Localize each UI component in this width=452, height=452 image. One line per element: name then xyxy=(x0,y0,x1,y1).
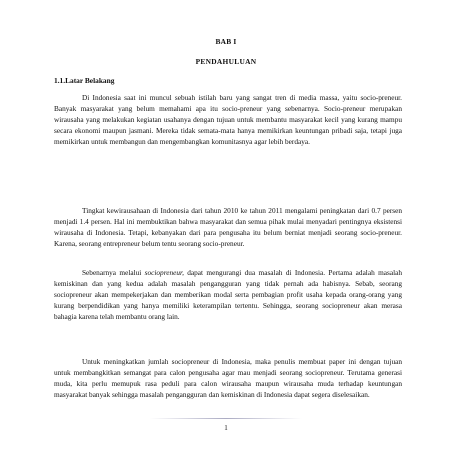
paragraph-1 xyxy=(54,93,402,148)
paragraph-text: Sebenarnya melalui xyxy=(82,268,145,277)
page-number: 1 xyxy=(224,424,228,432)
italic-term: sociopreneur, xyxy=(144,268,184,277)
paragraph-text: Tingkat kewirausahaan di Indonesia dari tahun 2010 ke tahun 2011 mengalami peningkatan dari 0.7 persen menjadi 1.4 persen. Hal ini membuktikan bahwa masyarakat dan semua pihak mulai menyadari pentingnya eksistensi wirausaha di Indonesia. Tetapi, kebanyakan dari para pengusaha itu belum berniat menjadi seorang socio-preneur. Karena, seorang entrepreneur belum tentu seorang socio-preneur. xyxy=(54,206,402,248)
section-heading: 1.1.Latar Belakang xyxy=(54,76,115,85)
paragraph-text: Di Indonesia saat ini muncul sebuah istilah baru yang sangat tren di media massa, yaitu socio-preneur. Banyak masyarakat yang belum memahami apa itu socio-preneur yang sebenarnya. Socio-preneur merupakan wirausaha yang melakukan kegiatan usahanya dengan tujuan untuk membantu masyarakat kecil yang kurang mampu secara ekonomi maupun jasmani. Mereka tidak semata-mata hanya memikirkan keuntungan pribadi saja, tetapi juga memikirkan untuk membangun dan mengembangkan komunitasnya agar lebih berdaya. xyxy=(54,93,402,146)
footer-divider xyxy=(150,418,302,419)
chapter-label: BAB I xyxy=(215,37,237,46)
chapter-title: PENDAHULUAN xyxy=(195,57,257,66)
paragraph-3 xyxy=(54,268,402,323)
paragraph-2 xyxy=(54,206,402,250)
paragraph-text-continued: dapat mengurangi dua masalah di Indonesia. Pertama adalah masalah kemiskinan dan yang kedua adalah masalah pengangguran yang tidak pernah ada habisnya. Sebab, seorang sociopreneur akan mempekerjakan dan memberikan modal serta pembagian profit usaha kepada orang-orang yang kurang berpendidikan yang hanya memiliki keterampilan tertentu. Sehingga, seorang sociopreneur akan merasa bahagia karena telah membantu orang lain. xyxy=(54,268,402,321)
paragraph-4 xyxy=(54,357,402,401)
paragraph-text: Untuk meningkatkan jumlah sociopreneur di Indonesia, maka penulis membuat paper ini dengan tujuan untuk membangkitkan semangat para calon pengusaha agar mau menjadi seorang sociopreneur. Terutama generasi muda, kita perlu memupuk rasa peduli para calon wirausaha maupun wirausaha muda terhadap keuntungan masyarakat banyak sehingga masalah pengangguran dan kemiskinan di Indonesia dapat segera diselesaikan. xyxy=(54,357,402,399)
